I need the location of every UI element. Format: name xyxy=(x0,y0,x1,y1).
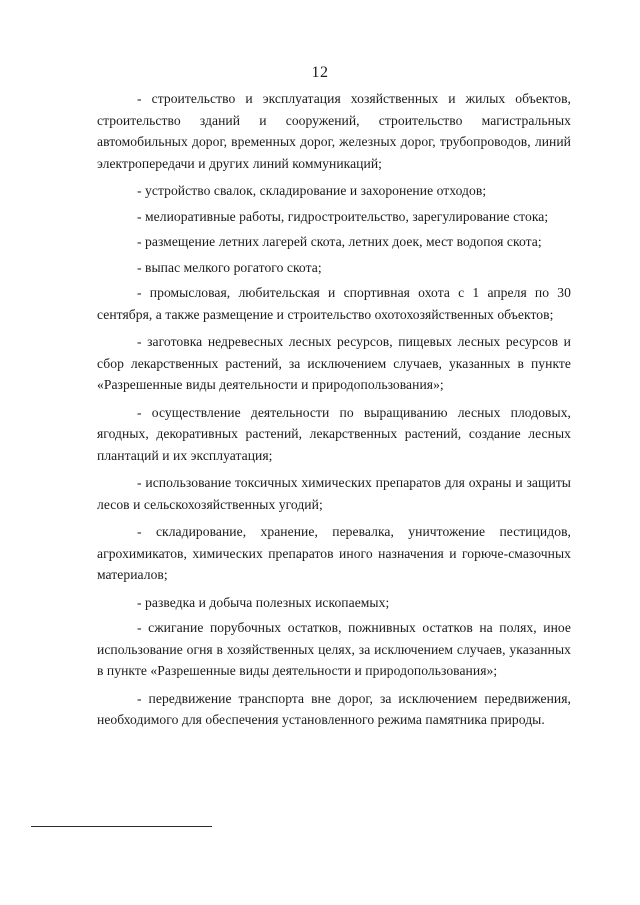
footer-rule xyxy=(31,826,211,827)
paragraph-13: - передвижение транспорта вне дорог, за исключением передвижения, необходимого для обеспечения установленного режима памятника природы. xyxy=(97,690,571,727)
paragraph-3: - мелиоративные работы, гидростроительство, зарегулирование стока; xyxy=(137,208,549,224)
paragraph-4: - размещение летних лагерей скота, летних доек, мест водопоя скота; xyxy=(137,234,542,249)
footer-rule-dash xyxy=(206,826,212,827)
paragraph-7: - заготовка недревесных лесных ресурсов, пищевых лесных ресурсов и сбор лекарственных растений, за исключением случаев, указанных в пункте «Разрешенные виды деятельности и природопользования»; xyxy=(97,334,571,392)
document-body xyxy=(97,88,571,737)
paragraph-10: - складирование, хранение, перевалка, уничтожение пестицидов, агрохимикатов, химических препаратов иного назначения и горюче-смазочных материалов; xyxy=(97,524,571,582)
paragraph-5: - выпас мелкого рогатого скота; xyxy=(137,259,322,275)
paragraph-8: - осуществление деятельности по выращиванию лесных плодовых, ягодных, декоративных растений, лекарственных растений, создание лесных плантаций и их эксплуатация; xyxy=(97,404,571,463)
paragraph-11: - разведка и добыча полезных ископаемых; xyxy=(137,594,390,610)
paragraph-9: - использование токсичных химических препаратов для охраны и защиты лесов и сельскохозяйственных угодий; xyxy=(97,475,571,512)
paragraph-6: - промысловая, любительская и спортивная охота с 1 апреля по 30 сентября, а также размещение и строительство охотохозяйственных объектов; xyxy=(97,285,571,322)
page-number: 12 xyxy=(311,64,329,81)
paragraph-12: - сжигание порубочных остатков, пожнивных остатков на полях, иное использование огня в хозяйственных целях, за исключением случаев, указанных в пункте «Разрешенные виды деятельности и природопользования»; xyxy=(97,620,571,678)
paragraph-1: - строительство и эксплуатация хозяйственных и жилых объектов, строительство зданий и сооружений, строительство магистральных автомобильных дорог, временных дорог, железных дорог, трубопроводов, линий электропередачи и других линий коммуникаций; xyxy=(97,91,571,171)
paragraph-2: - устройство свалок, складирование и захоронение отходов; xyxy=(137,183,487,198)
